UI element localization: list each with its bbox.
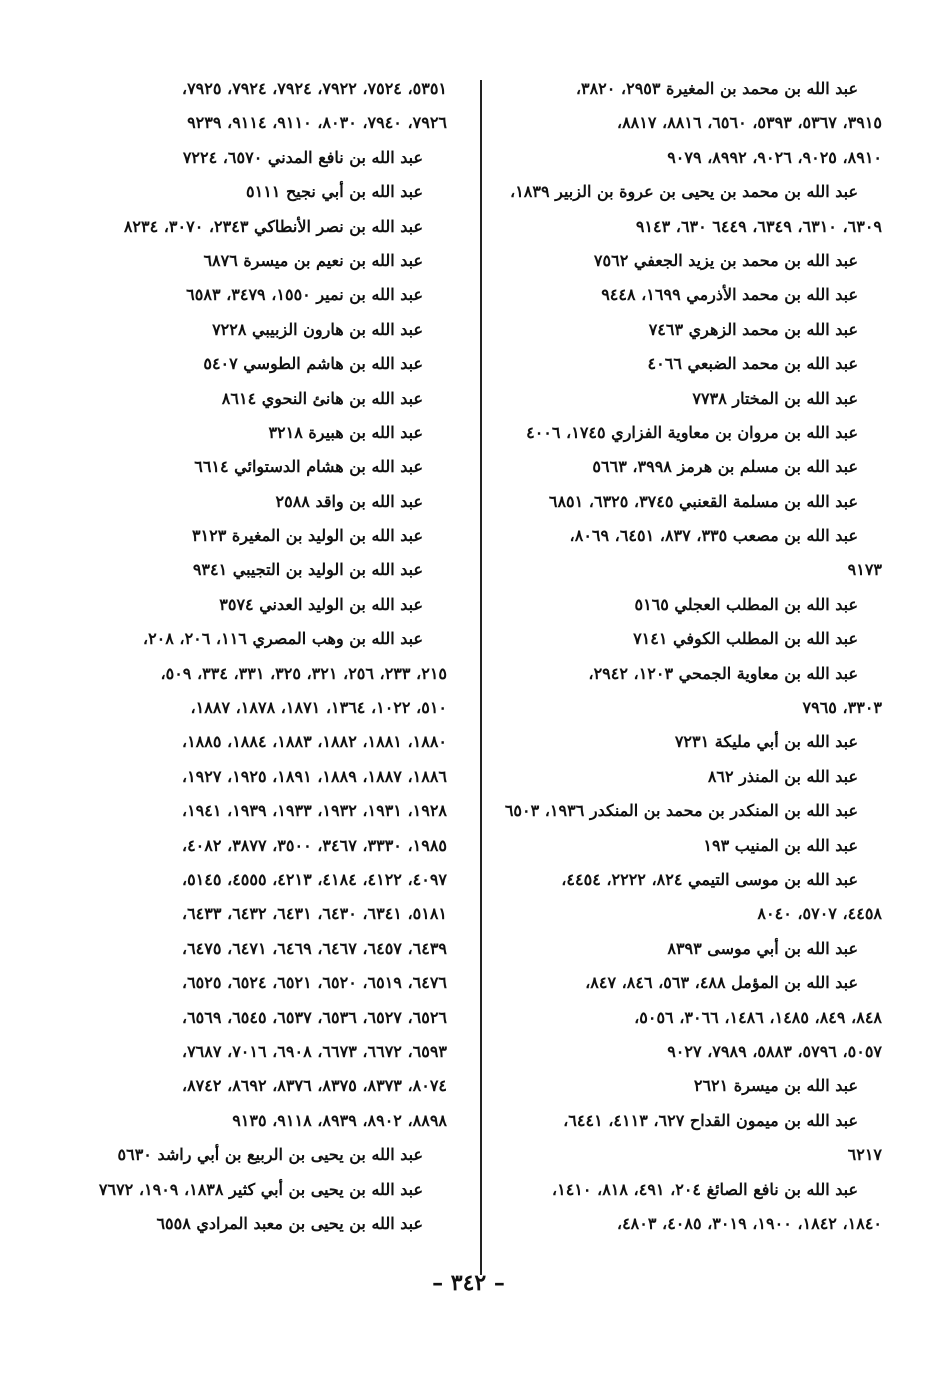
index-entry: عبد الله بن نافع الصائغ ٢٠٤، ٤٩١، ٨١٨، ١٤١٠، <box>551 1179 858 1199</box>
index-entry: عبد الله بن محمد الزهري ٧٤٦٣ <box>648 319 858 339</box>
left-column <box>37 72 447 1241</box>
index-entry: عبد الله بن المنذر ٨٦٢ <box>707 766 858 786</box>
index-entry: عبد الله بن هارون الزبيبي ٧٢٢٨ <box>212 319 423 339</box>
index-entry-continuation: ٨٠٧٤، ٨٣٧٣، ٨٣٧٥، ٨٣٧٦، ٨٦٩٢، ٨٧٤٢، <box>181 1076 447 1096</box>
index-entry: عبد الله بن نصر الأنطاكي ٢٣٤٣، ٣٠٧٠، ٨٢٣٤ <box>123 216 423 236</box>
index-entry-continuation: ٨٤٨، ٨٤٩، ١٤٨٥، ١٤٨٦، ٣٠٦٦، ٥٠٥٦، <box>634 1007 882 1027</box>
index-entry: عبد الله بن المنكدر بن محمد بن المنكدر ١٩٣٦، ٦٥٠٣ <box>504 801 858 821</box>
index-entry: عبد الله بن محمد بن المغيرة ٢٩٥٣، ٣٨٢٠، <box>575 79 858 98</box>
index-entry: عبد الله بن نعيم بن ميسرة ٦٨٧٦ <box>203 250 423 270</box>
index-entry: عبد الله بن محمد الضبعي ٤٠٦٦ <box>647 354 858 374</box>
index-entry-continuation: ٨٩١٠، ٩٠٢٥، ٩٠٢٦، ٨٩٩٢، ٩٠٧٩ <box>667 147 882 167</box>
index-entry-continuation: ٦٥٢٦، ٦٥٢٧، ٦٥٣٦، ٦٥٣٧، ٦٥٤٥، ٦٥٦٩، <box>181 1007 447 1027</box>
index-entry: عبد الله بن يحيى بن الربيع بن أبي راشد ٥٦٣٠ <box>117 1145 423 1165</box>
index-entry: عبد الله بن أبي نجيح ٥١١١ <box>246 182 423 202</box>
index-entry-continuation: ٢١٥، ٢٣٣، ٢٥٦، ٣٢١، ٣٢٥، ٣٣١، ٣٣٤، ٥٠٩، <box>160 663 447 683</box>
index-entry: عبد الله بن الوليد العدني ٣٥٧٤ <box>219 594 423 614</box>
index-entry-continuation: ٦٤٣٩، ٦٤٥٧، ٦٤٦٧، ٦٤٦٩، ٦٤٧١، ٦٤٧٥، <box>181 938 447 958</box>
index-entry-continuation: ٥٠٥٧، ٥٧٩٦، ٥٨٨٣، ٧٩٨٩، ٩٠٢٧ <box>667 1041 882 1061</box>
index-entry-continuation: ٤٠٩٧، ٤١٢٢، ٤١٨٤، ٤٢١٣، ٤٥٥٥، ٥١٤٥، <box>181 869 447 889</box>
right-column <box>492 72 882 1241</box>
index-entry-continuation: ١٨٨٠، ١٨٨١، ١٨٨٢، ١٨٨٣، ١٨٨٤، ١٨٨٥، <box>181 732 447 752</box>
index-entry: عبد الله بن واقد ٢٥٨٨ <box>275 491 423 511</box>
index-entry: عبد الله بن مصعب ٣٣٥، ٨٣٧، ٦٤٥١، ٨٠٦٩، <box>569 526 858 546</box>
index-entry-continuation: ٥١٠، ١٠٢٢، ١٣٦٤، ١٨٧١، ١٨٧٨، ١٨٨٧، <box>190 698 447 718</box>
index-entry: عبد الله بن المختار ٧٧٣٨ <box>692 388 858 408</box>
index-entry-continuation: ١٩٢٨، ١٩٣١، ١٩٣٢، ١٩٣٣، ١٩٣٩، ١٩٤١، <box>181 801 447 821</box>
index-entry: عبد الله بن مروان بن معاوية الفزاري ١٧٤٥، ٤٠٠٦ <box>526 422 858 442</box>
index-entry: عبد الله بن يحيى بن معبد المرادي ٦٥٥٨ <box>156 1213 423 1233</box>
index-entry: عبد الله بن المنيب ١٩٣ <box>703 835 858 855</box>
index-entry-continuation: ٦٣٠٩، ٦٣١٠، ٦٣٤٩، ٦٤٤٩ ٦٣٠، ٩١٤٣ <box>635 216 882 236</box>
index-entry: عبد الله بن مسلمة القعنبي ٣٧٤٥، ٦٣٢٥، ٦٨٥١ <box>548 491 858 511</box>
index-entry: عبد الله بن أبي مليكة ٧٢٣١ <box>674 732 858 752</box>
index-entry: عبد الله بن ميمون القداح ٦٢٧، ٤١١٣، ٦٤٤١، <box>563 1110 858 1130</box>
index-entry-continuation: ٦٤٧٦، ٦٥١٩، ٦٥٢٠، ٦٥٢١، ٦٥٢٤، ٦٥٢٥، <box>181 973 447 993</box>
index-entry-continuation: ٥١٨١، ٦٣٤١، ٦٤٣٠، ٦٤٣١، ٦٤٣٢، ٦٤٣٣، <box>181 904 447 924</box>
index-entry: عبد الله بن ميسرة ٢٦٢١ <box>693 1076 858 1096</box>
index-entry-continuation: ١٨٤٠، ١٨٤٢، ١٩٠٠، ٣٠١٩، ٤٠٨٥، ٤٨٠٣، <box>616 1213 882 1233</box>
index-entry: عبد الله بن نمير ١٥٥٠، ٣٤٧٩، ٦٥٨٣ <box>186 285 423 305</box>
index-entry: عبد الله بن هشام الدستوائي ٦٦١٤ <box>194 457 423 477</box>
index-entry: عبد الله بن موسى التيمي ٨٢٤، ٢٢٢٢، ٤٤٥٤، <box>561 869 858 889</box>
index-entry-continuation: ٦٥٩٣، ٦٦٧٢، ٦٦٧٣، ٦٩٠٨، ٧٠١٦، ٧٦٨٧، <box>181 1041 447 1061</box>
index-entry-continuation: ٣٣٠٣، ٧٩٦٥ <box>802 698 882 718</box>
index-entry-continuation: ٦٢١٧ <box>847 1145 882 1165</box>
index-entry: عبد الله بن المطلب الكوفي ٧١٤١ <box>633 629 858 649</box>
index-entry-continuation: ٨٨٩٨، ٨٩٠٢، ٨٩٣٩، ٩١١٨، ٩١٣٥ <box>232 1110 447 1130</box>
index-entry: عبد الله بن الوليد بن المغيرة ٣١٢٣ <box>191 526 423 546</box>
column-divider <box>480 80 482 1275</box>
index-entry: عبد الله بن نافع المدني ٦٥٧٠، ٧٢٢٤ <box>182 147 423 167</box>
index-entry: عبد الله بن يحيى بن أبي كثير ١٨٣٨، ١٩٠٩، ٧٦٧٢ <box>98 1179 423 1199</box>
index-entry-continuation: ٤٤٥٨، ٥٧٠٧، ٨٠٤٠ <box>757 904 882 924</box>
index-entry: عبد الله بن أبي موسى ٨٣٩٣ <box>667 938 858 958</box>
index-entry: عبد الله بن محمد بن يزيد الجعفي ٧٥٦٢ <box>593 250 858 270</box>
index-entry: عبد الله بن مسلم بن هرمز ٣٩٩٨، ٥٦٦٣ <box>592 457 858 477</box>
page-number: – ٣٤٢ – <box>432 1270 505 1296</box>
index-entry: عبد الله بن محمد الأذرمي ١٦٩٩، ٩٤٤٨ <box>601 285 858 305</box>
index-entry: عبد الله بن الوليد بن التجيبي ٩٣٤١ <box>192 560 423 580</box>
index-entry: عبد الله بن هبيرة ٣٢١٨ <box>268 422 423 442</box>
index-entry: عبد الله بن المؤمل ٤٨٨، ٥٦٣، ٨٤٦، ٨٤٧، <box>585 973 858 993</box>
index-entry: عبد الله بن المطلب العجلي ٥١٦٥ <box>634 594 858 614</box>
index-entry: عبد الله بن معاوية الجمحي ١٢٠٣، ٢٩٤٢، <box>588 663 858 683</box>
index-entry: عبد الله بن محمد بن يحيى بن عروة بن الزبير ١٨٣٩، <box>510 182 858 202</box>
index-entry-continuation: ٧٩٢٦، ٧٩٤٠، ٨٠٣٠، ٩١١٠، ٩١١٤، ٩٢٣٩ <box>187 113 447 133</box>
index-entry-continuation: ٥٣٥١، ٧٥٢٤، ٧٩٢٢، ٧٩٢٤، ٧٩٢٤، ٧٩٢٥، <box>181 79 447 98</box>
index-entry: عبد الله بن هانئ النحوي ٨٦١٤ <box>221 388 423 408</box>
index-entry-continuation: ١٨٨٦، ١٨٨٧، ١٨٨٩، ١٨٩١، ١٩٢٥، ١٩٢٧، <box>181 766 447 786</box>
index-entry: عبد الله بن هاشم الطوسي ٥٤٠٧ <box>203 354 423 374</box>
index-entry: عبد الله بن وهب المصري ١١٦، ٢٠٦، ٢٠٨، <box>142 629 423 649</box>
index-entry-continuation: ٩١٧٣ <box>847 560 882 580</box>
index-entry-continuation: ٣٩١٥، ٥٣٦٧، ٥٣٩٣، ٦٥٦٠، ٨٨١٦، ٨٨١٧، <box>616 113 882 133</box>
index-entry-continuation: ١٩٨٥، ٣٣٣٠، ٣٤٦٧، ٣٥٠٠، ٣٨٧٧، ٤٠٨٢، <box>181 835 447 855</box>
